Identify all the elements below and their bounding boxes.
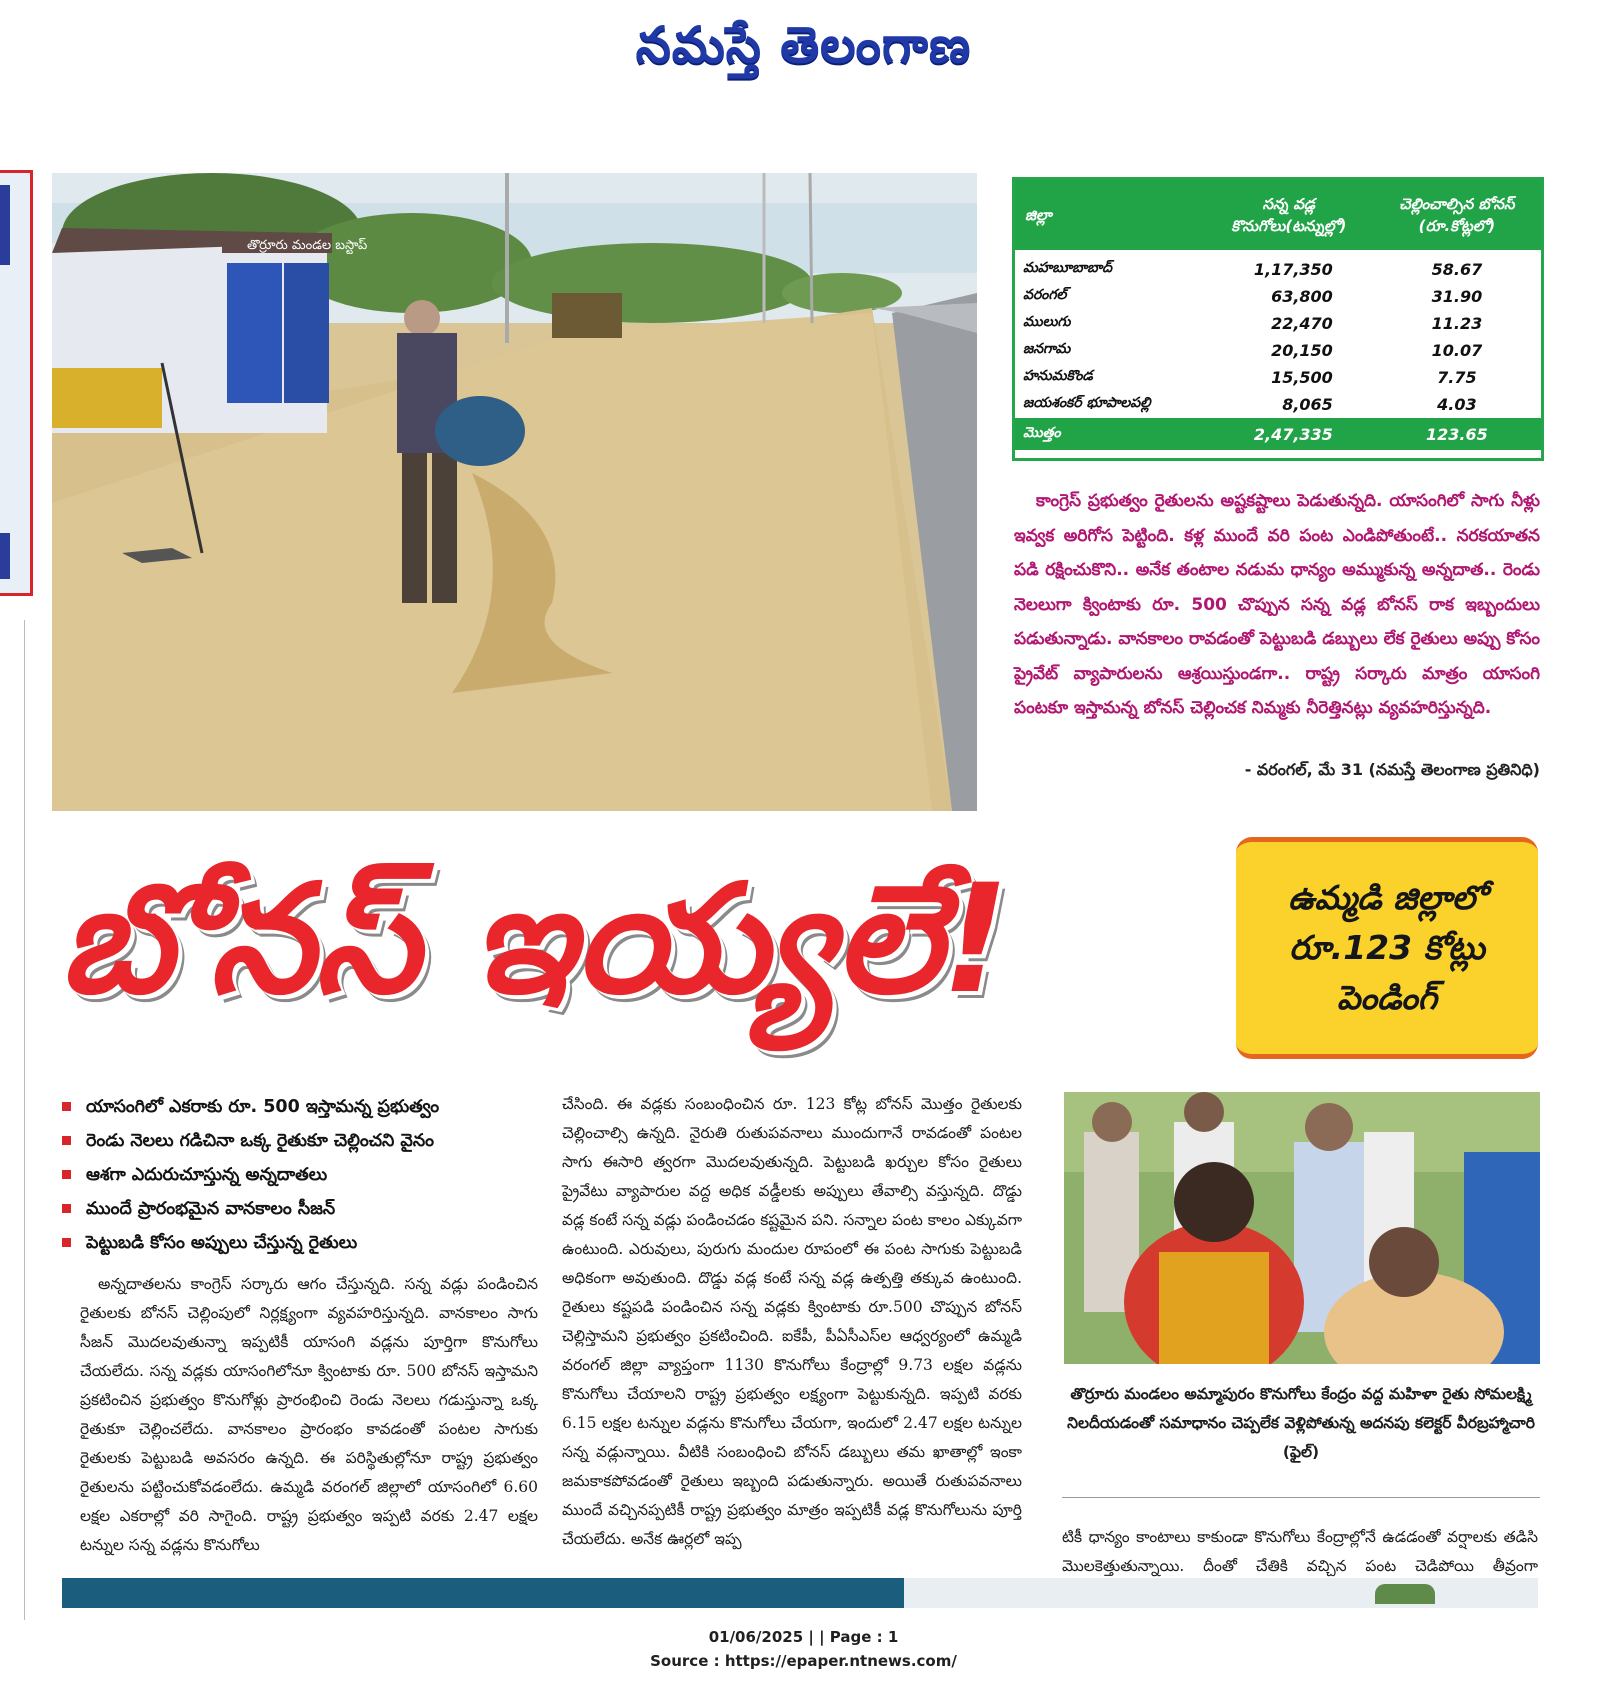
district-cell: వరంగల్ <box>1023 287 1067 303</box>
table-total-row <box>1015 418 1541 450</box>
table-row <box>1015 250 1541 283</box>
bullet-item <box>58 1192 558 1226</box>
table-row <box>1015 283 1541 310</box>
bullet-text: రెండు నెలలు గడిచినా ఒక్క రైతుకూ చెల్లించని వైనం <box>86 1131 435 1151</box>
caption-divider <box>1062 1497 1540 1498</box>
bullet-item <box>58 1226 558 1260</box>
table-row <box>1015 391 1541 418</box>
bullet-text: ముందే ప్రారంభమైన వానకాలం సీజన్ <box>86 1199 336 1219</box>
page-footer <box>0 1625 1607 1673</box>
district-cell: మహబూబాబాద్ <box>1023 260 1113 276</box>
district-cell: జయశంకర్ భూపాలపల్లి <box>1023 395 1151 411</box>
header-quantity-line1: సన్న వడ్ల <box>1262 195 1316 213</box>
bullet-item <box>58 1158 558 1192</box>
table-row <box>1015 337 1541 364</box>
quantity-cell: 20,150 <box>1271 341 1333 360</box>
bonus-cell: 10.07 <box>1431 341 1483 360</box>
header-bonus <box>1373 180 1541 250</box>
district-cell: ములుగు <box>1023 314 1071 330</box>
bullet-square-icon <box>62 1238 71 1247</box>
bonus-cell: 4.03 <box>1437 395 1477 414</box>
footer-source: Source : https://epaper.ntnews.com/ <box>650 1652 957 1670</box>
table-row <box>1015 364 1541 391</box>
photo-caption: తొర్రూరు మండలం అమ్మాపురం కొనుగోలు కేంద్రం వద్ద మహిళా రైతు సోమలక్ష్మి నిలదీయడంతో సమాధానం చెప్పలేక వెళ్లిపోతున్న అదనపు కలెక్టర్ వీరబ్రహ్మాచారి (ఫైల్) <box>1067 1385 1535 1461</box>
highlight-box <box>1236 837 1538 1059</box>
highlight-line-3: పెండింగ్ <box>1336 978 1438 1017</box>
total-label: మొత్తం <box>1023 424 1061 441</box>
bullet-text: యాసంగిలో ఎకరాకు రూ. 500 ఇస్తామన్న ప్రభుత్వం <box>86 1097 440 1117</box>
highlight-line-2: రూ.123 కోట్లు <box>1289 928 1485 967</box>
bonus-cell: 7.75 <box>1437 368 1477 387</box>
intro-paragraph: కాంగ్రెస్ ప్రభుత్వం రైతులను అష్టకష్టాలు పెడుతున్నది. యాసంగిలో సాగు నీళ్లు ఇవ్వక అరిగోస పెట్టింది. కళ్ల ముందే వరి పంట ఎండిపోతుంటే.. నరకయాతన పడి రక్షించుకొని.. అనేక తంటాల నడుమ ధాన్యం అమ్ముకున్న అన్నదాత.. రెండు నెలలుగా క్వింటాకు రూ. 500 చొప్పున సన్న వడ్ల బోనస్ రాక ఇబ్బందులు పడుతున్నాడు. వానకాలం రావడంతో పెట్టుబడి డబ్బులు లేక రైతులు అప్పు కోసం ప్రైవేట్ వ్యాపారులను ఆశ్రయిస్తుండగా.. రాష్ట్ర సర్కారు మాత్రం యాసంగి పంటకూ ఇస్తామన్న బోనస్ చెల్లించక నిమ్మకు నీరెత్తినట్లు వ్యవహరిస్తున్నది. <box>1014 491 1540 718</box>
bullet-text: పెట్టుబడి కోసం అప్పులు చేస్తున్న రైతులు <box>86 1233 358 1253</box>
quantity-cell: 63,800 <box>1271 287 1333 306</box>
quantity-cell: 22,470 <box>1271 314 1333 333</box>
bullet-square-icon <box>62 1136 71 1145</box>
header-district: జిల్లా <box>1025 206 1052 224</box>
header-bonus-line2: (రూ.కోట్లలో) <box>1418 217 1496 235</box>
column-rule <box>24 620 25 1620</box>
header-quantity <box>1205 180 1373 250</box>
header-bonus-line1: చెల్లించాల్సిన బోనస్ <box>1399 195 1515 213</box>
masthead-logo: నమస్తే తెలంగాణ <box>635 16 972 74</box>
photo-farmer-winnowing-paddy <box>52 173 977 811</box>
highlight-line-1: ఉమ్మడి జిల్లాలో <box>1288 878 1486 917</box>
bonus-cell: 11.23 <box>1431 314 1483 333</box>
quantity-cell: 8,065 <box>1282 395 1333 414</box>
body-column-1: అన్నదాతలను కాంగ్రెస్ సర్కారు ఆగం చేస్తున్నది. సన్న వడ్లు పండించిన రైతులకు బోనస్ చెల్లింపులో నిర్లక్ష్యంగా వ్యవహరిస్తున్నది. వానకాలం సాగు సీజన్ మొదలవుతున్నా ఇప్పటికీ యాసంగి వడ్లను పూర్తిగా కొనుగోలు చేయలేదు. సన్న వడ్లకు యాసంగిలోనూ క్వింటాకు రూ. 500 బోనస్ ఇస్తామని ప్రకటించిన ప్రభుత్వం కొనుగోళ్లు ప్రారంభించి రెండు నెలలు గడుస్తున్నా ఒక్క రైతుకూ చెల్లించలేదు. వానకాలం ప్రారంభం కావడంతో పంటల సాగుకు రైతులకు పెట్టుబడి అవసరం ఉన్నది. ఈ పరిస్థితుల్లోనూ రాష్ట్ర ప్రభుత్వం రైతులను పట్టించుకోవడంలేదు. ఉమ్మడి వరంగల్ జిల్లాలో యాసంగిలో 6.60 లక్షల ఎకరాల్లో వరి సాగైంది. రాష్ట్ర ప్రభుత్వం ఇప్పటి వరకు 2.47 లక్షల టన్నుల సన్న వడ్లను కొనుగోలు <box>80 1275 538 1554</box>
bullet-text: ఆశగా ఎదురుచూస్తున్న అన్నదాతలు <box>86 1165 328 1185</box>
body-column-3: టికీ ధాన్యం కాంటాలు కాకుండా కొనుగోలు కేంద్రాల్లోనే ఉడడంతో వర్షాలకు తడిసి మొలకెత్తుతున్నాయి. దీంతో చేతికి వచ్చిన పంట చెడిపోయి తీవ్రంగా <box>1062 1528 1538 1575</box>
body-column-2: చేసింది. ఈ వడ్లకు సంబంధించిన రూ. 123 కోట్ల బోనస్ మొత్తం రైతులకు చెల్లించాల్సి ఉన్నది. నైరుతి రుతుపవనాలు ముందుగానే రావడంతో పంటల సాగు ఈసారి త్వరగా మొదలవుతున్నది. పెట్టుబడి ఖర్చుల కోసం రైతులు ప్రైవేటు వ్యాపారుల వద్ద అధిక వడ్డీలకు అప్పులు తేవాల్సి వస్తున్నది. దొడ్డు వడ్ల కంటే సన్న వడ్లు పండించడం కష్టమైన పని. సన్నాల పంట కాలం ఎక్కువగా ఉంటుంది. ఎరువులు, పురుగు మందుల రూపంలో ఈ పంట సాగుకు పెట్టుబడి అధికంగా అవుతుంది. దొడ్డు వడ్ల కంటే సన్న వడ్ల ఉత్పత్తి తక్కువ ఉంటుంది. రైతులు కష్టపడి పండించిన సన్న వడ్లకు క్వింటాకు రూ.500 చొప్పున బోనస్ చెల్లిస్తామని ప్రభుత్వం ప్రకటించింది. ఐకేపీ, పీఏసీఎస్‌ల ఆధ్వర్యంలో ఉమ్మడి వరంగల్ జిల్లా వ్యాప్తంగా 1130 కొనుగోలు కేంద్రాల్లో 9.73 లక్షల వడ్లను కొనుగోలు చేయాలని రాష్ట్ర ప్రభుత్వం లక్ష్యంగా పెట్టుకున్నది. ఇప్పటి వరకు 6.15 లక్షల టన్నుల వడ్లను కొనుగోలు చేయగా, ఇందులో 2.47 లక్షల టన్నుల సన్న వడ్లున్నాయి. వీటికి సంబంధించి బోనస్ డబ్బులు తమ ఖాతాల్లో ఇంకా జమకాకపోవడంతో రైతులు ఇబ్బంది పడుతున్నారు. అయితే రుతుపవనాలు ముందే వచ్చినప్పటికీ రాష్ట్ర ప్రభుత్వం మాత్రం ఇప్పటికీ వడ్ల కొనుగోలును పూర్తి చేయలేదు. అనేక ఊర్లలో ఇప్ప <box>562 1095 1022 1548</box>
bullet-square-icon <box>62 1102 71 1111</box>
bonus-cell: 58.67 <box>1431 260 1483 279</box>
bottom-banner-photo-strip <box>904 1578 1538 1608</box>
bottom-thumbnail <box>1375 1584 1435 1604</box>
dateline: - వరంగల్, మే 31 (నమస్తే తెలంగాణ ప్రతినిధి) <box>1244 760 1540 779</box>
photo-farmer-confronts-collector <box>1064 1092 1540 1364</box>
table-row <box>1015 310 1541 337</box>
header-quantity-line2: కొనుగోలు(టన్నుల్లో) <box>1231 217 1347 235</box>
bonus-stats-table <box>1012 177 1544 461</box>
bonus-cell: 31.90 <box>1431 287 1483 306</box>
bullet-item <box>58 1124 558 1158</box>
headline: బోనస్ ఇయ్యలే! <box>60 853 1010 1027</box>
bullet-item <box>58 1090 558 1124</box>
bullet-list <box>58 1090 558 1260</box>
total-quantity: 2,47,335 <box>1253 424 1333 444</box>
bullet-square-icon <box>62 1204 71 1213</box>
district-cell: జనగామ <box>1023 341 1071 357</box>
bottom-banner-strip <box>62 1578 904 1608</box>
quantity-cell: 15,500 <box>1271 368 1333 387</box>
clipped-column-strip <box>0 170 33 596</box>
district-cell: హనుమకొండ <box>1023 368 1093 384</box>
footer-date-page: 01/06/2025 | | Page : 1 <box>708 1628 899 1646</box>
bullet-square-icon <box>62 1170 71 1179</box>
table-header-row <box>1015 180 1541 250</box>
quantity-cell: 1,17,350 <box>1253 260 1333 279</box>
total-bonus: 123.65 <box>1426 424 1488 444</box>
bus-stop-sign-text: తొర్రూరు మండల బస్టాప్ <box>247 238 368 253</box>
